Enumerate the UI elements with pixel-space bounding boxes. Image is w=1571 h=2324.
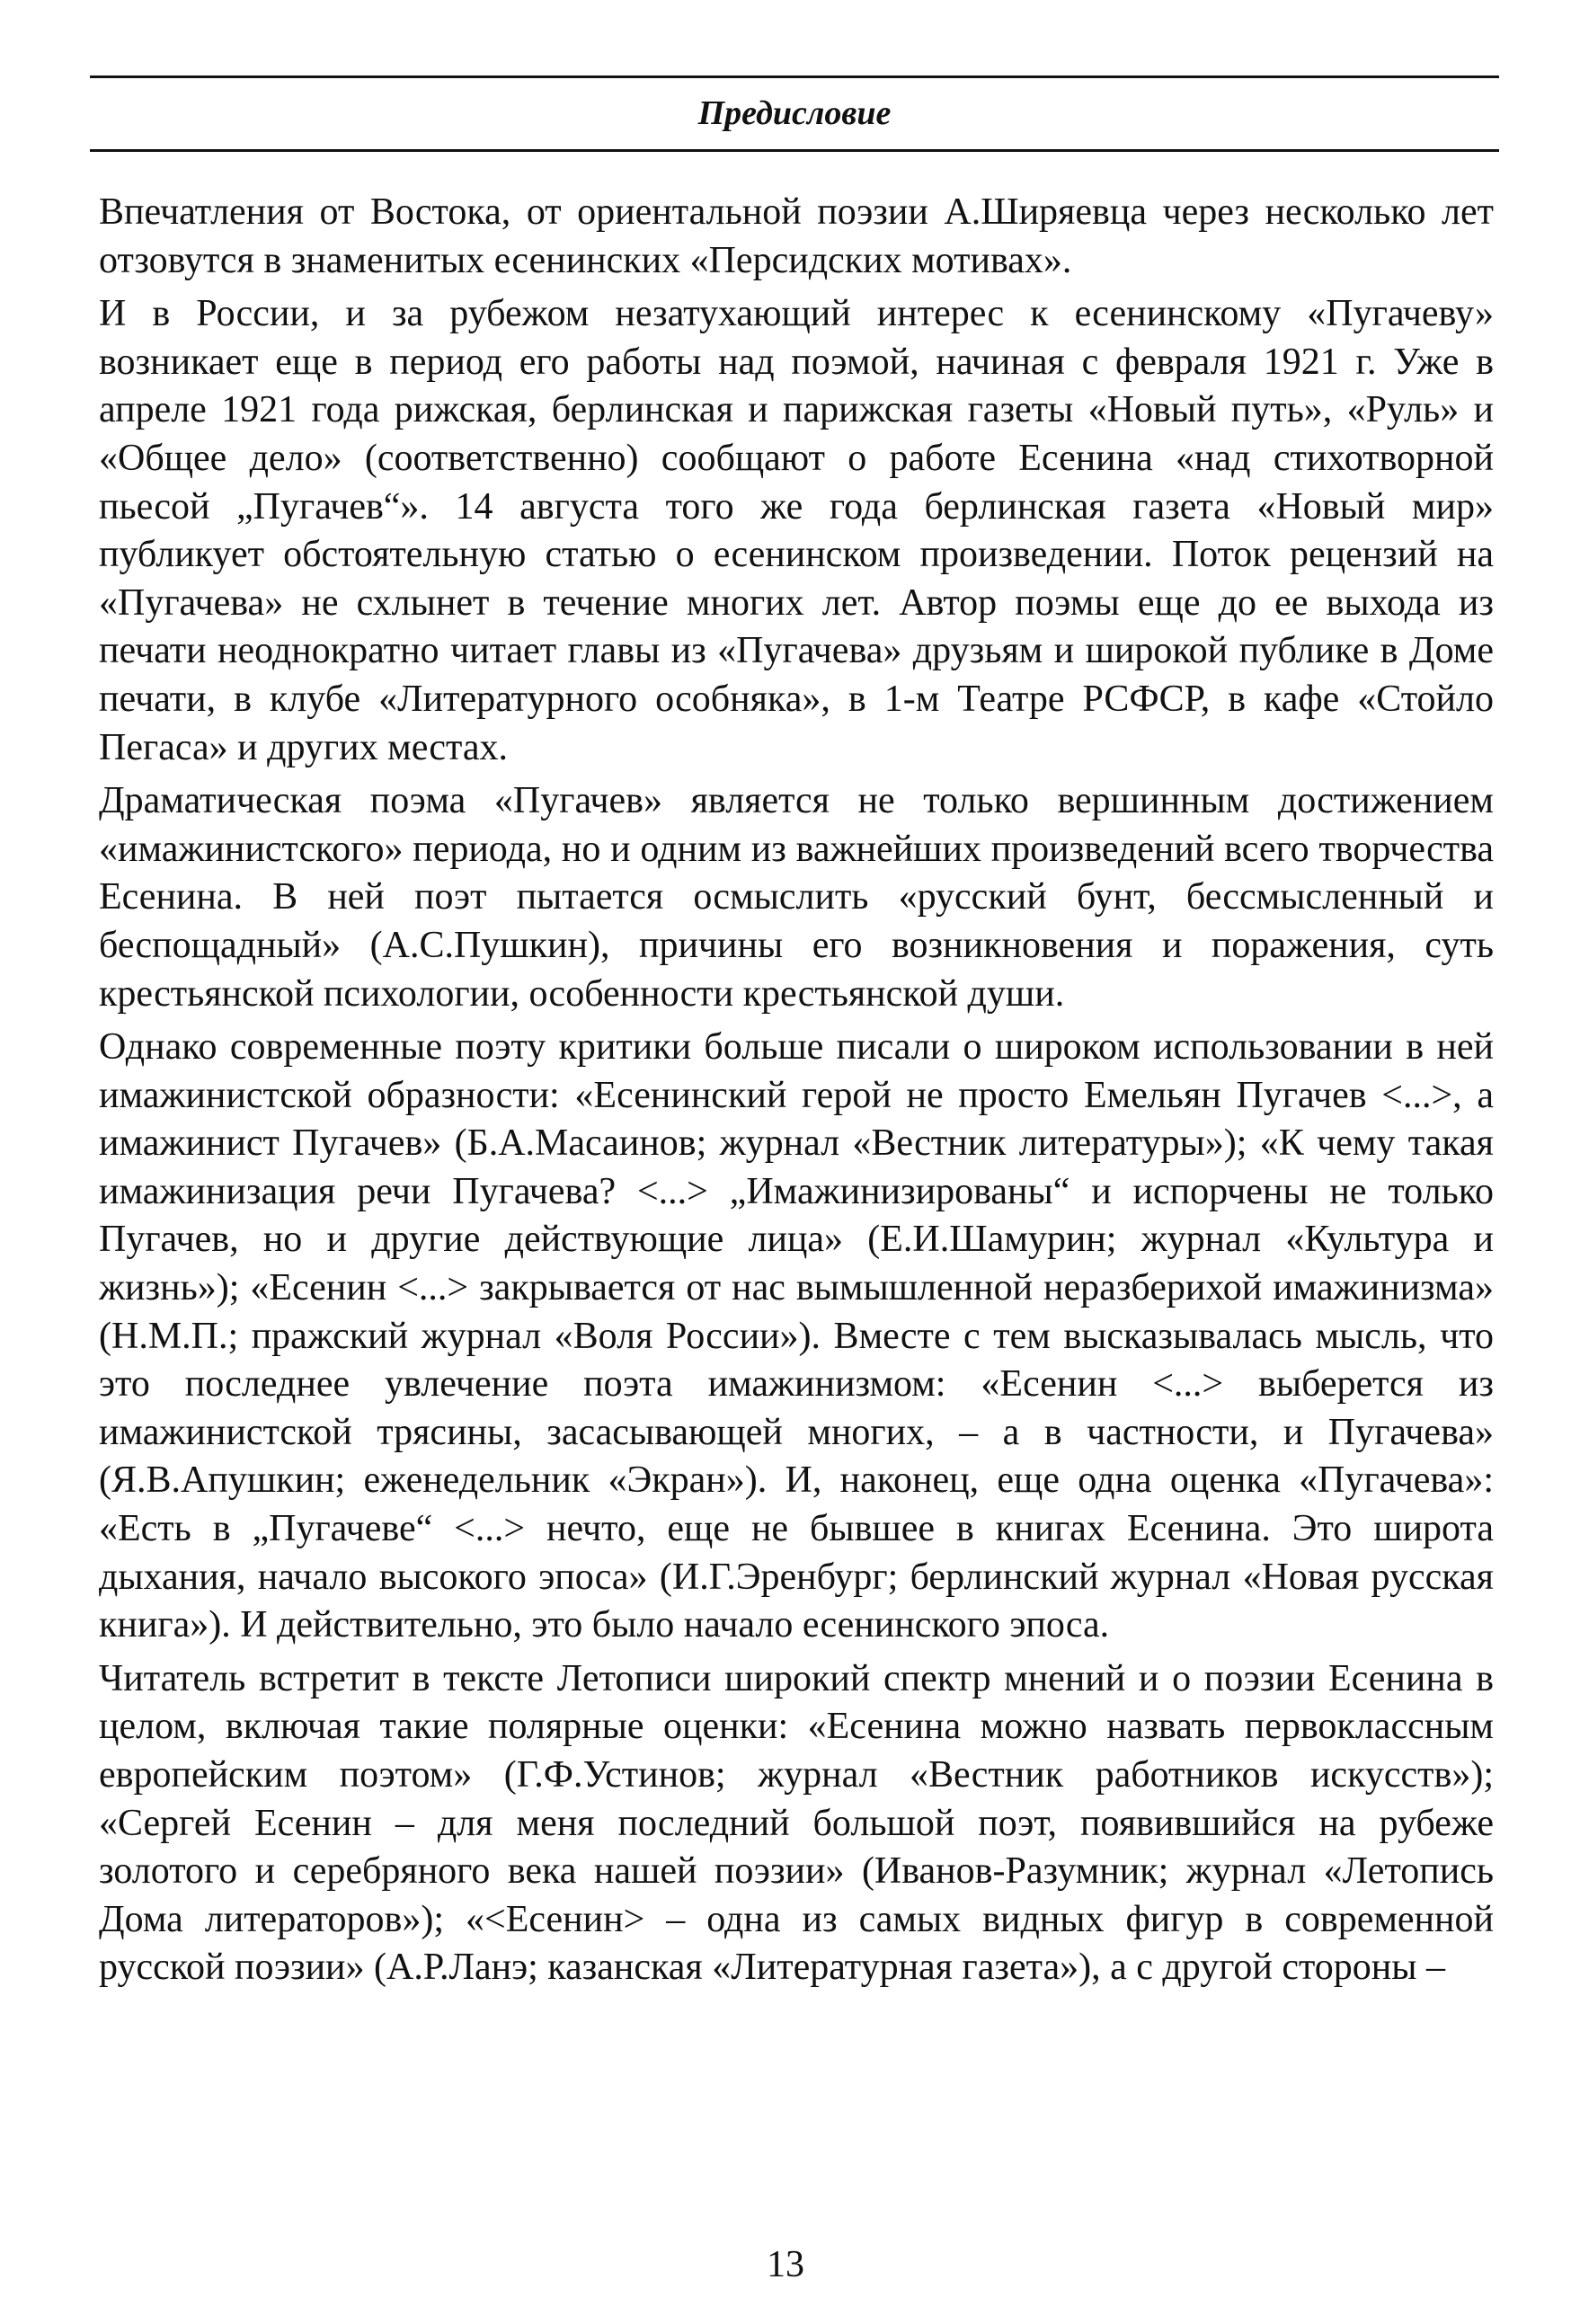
paragraph-2: И в России, и за рубежом незатухающий интерес к есенинскому «Пугачеву» возникает еще в период его работы над поэмой, начиная с февраля 1921 г. Уже в апреле 1921 года рижская, берлинская и парижская газеты «Новый путь», «Руль» и «Общее дело» (соответственно) сообщают о работе Есенина «над стихотворной пьесой „Пугачев“». 14 августа того же года берлинская газета «Новый мир» публикует обстоятельную статью о есенинском произведении. Поток рецензий на «Пугачева» не схлынет в течение многих лет. Автор поэмы еще до ее выхода из печати неоднократно читает главы из «Пугачева» друзьям и широкой публике в Доме печати, в клубе «Литературного особняка», в 1-м Театре РСФСР, в кафе «Стойло Пегаса» и других местах. [99,293,1494,768]
main-text [99,189,1494,1992]
paragraph-5: Читатель встретит в тексте Летописи широкий спектр мнений и о поэзии Есенина в целом, включая такие полярные оценки: «Есенина можно назвать первоклассным европейским поэтом» (Г.Ф.Устинов; журнал «Вестник работников искусств»); «Сергей Есенин – для меня последний большой поэт, появившийся на рубеже золотого и серебряного века нашей поэзии» (Иванов-Разумник; журнал «Летопись Дома литераторов»); «<Есенин> – одна из самых видных фигур в современной русской поэзии» (А.Р.Ланэ; казанская «Литературная газета»), а с другой стороны – [99,1657,1494,1989]
paragraph-3: Драматическая поэма «Пугачев» является не только вершинным достижением «имажинистского» периода, но и одним из важнейших произведений всего творчества Есенина. В ней поэт пытается осмыслить «русский бунт, бессмысленный и беспощадный» (А.С.Пушкин), причины его возникновения и поражения, суть крестьянской психологии, особенности крестьянской души. [99,780,1494,1015]
page-number: 13 [767,2244,804,2285]
header-rule-bottom [90,149,1499,152]
paragraph-4: Однако современные поэту критики больше писали о широком использовании в ней имажинистской образности: «Есенинский герой не просто Емельян Пугачев <...>, а имажинист Пугачев» (Б.А.Масаинов; журнал «Вестник литературы»); «К чему такая имажинизация речи Пугачева? <...> „Имажинизированы“ и испорчены не только Пугачев, но и другие действующие лица» (Е.И.Шамурин; журнал «Культура и жизнь»); «Есенин <...> закрывается от нас вымышленной неразберихой имажинизма» (Н.М.П.; пражский журнал «Воля России»). Вместе с тем высказывалась мысль, что это последнее увлечение поэта имажинизмом: «Есенин <...> выберется из имажинистской трясины, засасывающей многих, – а в частности, и Пугачева» (Я.В.Апушкин; еженедельник «Экран»). И, наконец, еще одна оценка «Пугачева»: «Есть в „Пугачеве“ <...> нечто, еще не бывшее в книгах Есенина. Это широта дыхания, начало высокого эпоса» (И.Г.Эренбург; берлинский журнал «Новая русская книга»). И действительно, это было начало есенинского эпоса. [99,1026,1494,1646]
header-rule-top [90,75,1499,78]
paragraph-1: Впечатления от Востока, от ориентальной поэзии А.Ширяевца через несколько лет отзовутся в знаменитых есенинских «Персидских мотивах». [99,191,1494,281]
running-title: Предисловие [697,94,892,132]
